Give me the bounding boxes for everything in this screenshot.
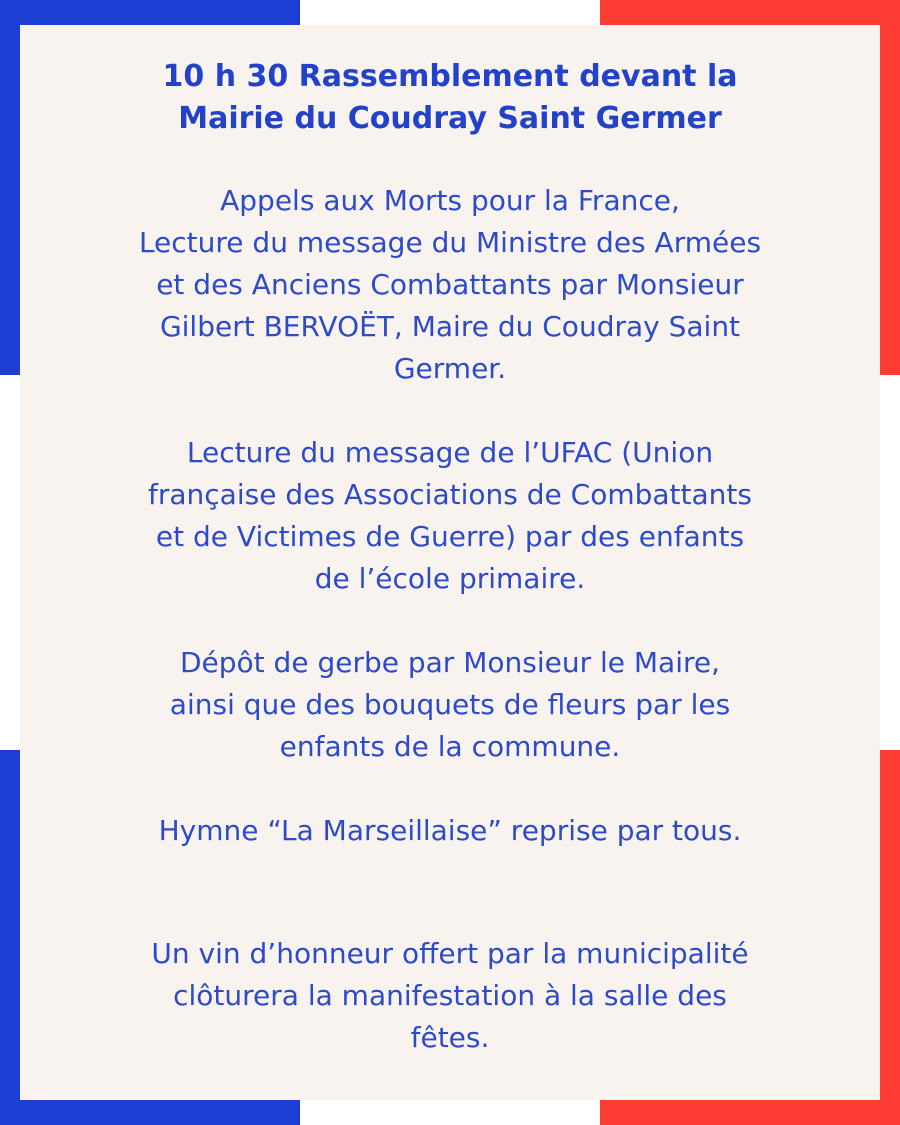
paragraph-anthem-line-1: Hymne “La Marseillaise” reprise par tous. bbox=[158, 814, 742, 847]
paragraph-ufac-message-line-1: Lecture du message de l’UFAC (Union bbox=[186, 436, 714, 469]
event-title bbox=[48, 56, 852, 140]
paragraph-roll-call-line-5: Germer. bbox=[393, 352, 507, 385]
paragraph-ufac-message bbox=[48, 432, 852, 600]
paragraph-anthem bbox=[48, 810, 852, 852]
paragraph-ufac-message-line-3: et de Victimes de Guerre) par des enfants bbox=[155, 520, 745, 553]
paragraph-roll-call-line-1: Appels aux Morts pour la France, bbox=[220, 184, 680, 217]
paragraph-reception-line-1: Un vin d’honneur offert par la municipalité bbox=[151, 937, 749, 970]
paragraph-wreath-laying-line-1: Dépôt de gerbe par Monsieur le Maire, bbox=[179, 646, 721, 679]
paragraph-ufac-message-line-4: de l’école primaire. bbox=[314, 562, 586, 595]
paragraph-reception-line-3: fêtes. bbox=[410, 1021, 490, 1054]
paragraph-roll-call-line-2: Lecture du message du Ministre des Armées bbox=[138, 226, 762, 259]
paragraph-roll-call bbox=[48, 180, 852, 390]
paragraph-reception bbox=[48, 933, 852, 1059]
paragraph-wreath-laying-line-3: enfants de la commune. bbox=[279, 730, 621, 763]
announcement-card bbox=[20, 25, 880, 1100]
paragraph-wreath-laying bbox=[48, 642, 852, 768]
paragraph-wreath-laying-line-2: ainsi que des bouquets de fleurs par les bbox=[169, 688, 731, 721]
event-title-line-2: Mairie du Coudray Saint Germer bbox=[178, 101, 722, 136]
paragraph-roll-call-line-4: Gilbert BERVOËT, Maire du Coudray Saint bbox=[159, 310, 741, 343]
paragraph-reception-line-2: clôturera la manifestation à la salle des bbox=[173, 979, 727, 1012]
paragraph-roll-call-line-3: et des Anciens Combattants par Monsieur bbox=[156, 268, 744, 301]
event-title-line-1: 10 h 30 Rassemblement devant la bbox=[162, 59, 738, 94]
paragraph-ufac-message-line-2: française des Associations de Combattants bbox=[148, 478, 752, 511]
